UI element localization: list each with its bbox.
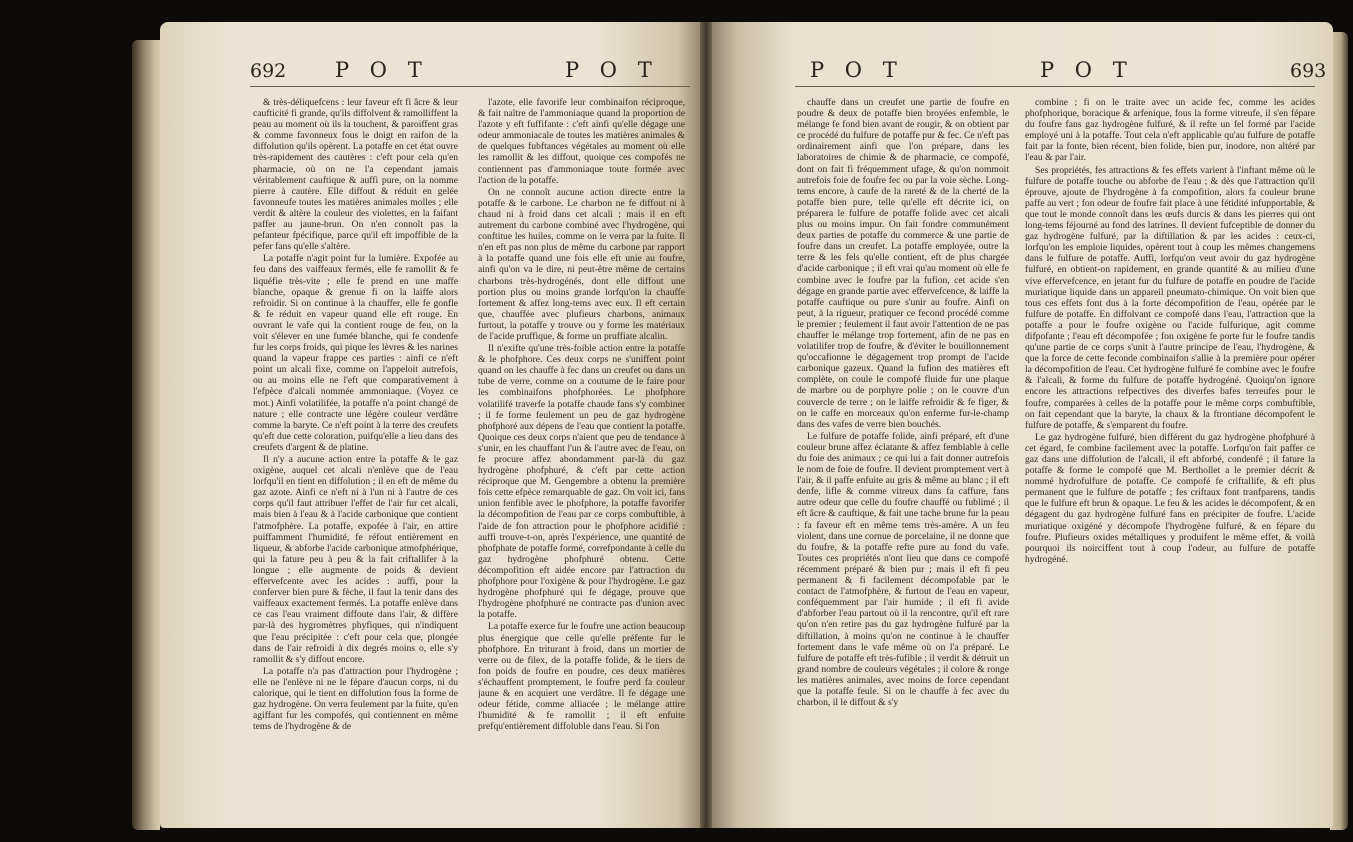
book-fore-edge-left bbox=[132, 40, 160, 830]
paragraph: Ses propriétés, fes attractions & fes effets varient à l'inftant même où le fulfure de potaffe touche ou abforbe de l'eau ; & dès que l'attraction qu'il éprouve, ajoute de l'hydrogène à fa compofition, alors fa couleur brune paffe au vert ; fon odeur de foufre fait place à une fétidité infupportable, & que tout le monde connoît dans les œufs durcis & dans les pierres qui ont long-tems féjourné au fond des latrines. Il devient fufceptible de donner du gaz hydrogène fulfuré, par la diftillation & par les acides : ceux-ci, lorfqu'on les emploie liquides, opèrent tout à coup les mêmes changemens dans le fulfure de potaffe. Auffi, lorfqu'on veut avoir du gaz hydrogène fulfuré, en obtient-on rapidement, en grande quantité & au milieu d'une vive effervefcence, en jetant fur du fulfure de potaffe en poudre de l'acide muriatique liquide dans un appareil pneumato-chimique. On voit bien que tous ces effets font dus à la forte décompofition de l'eau, opérée par le fulfure de potaffe. En diffolvant ce compofé dans l'eau, l'attraction que la potaffe a pour le foufre oxigène ou l'acide fulfurique, agit comme difpofante ; l'eau eft décompofée ; fon oxigène fe porte fur le foufre tandis qu'une partie de ce corps s'unit à l'autre principe de l'eau, l'hydrogène, & que la force de cette feconde combinaifon s'allie à la première pour opérer la décompofition de l'eau. Cet hydrogène fulfuré fe combine avec le foufre & l'alcali, & forme du fulfure de potaffe hydrogéné. Quoiqu'on ignore encore les attractions refpectives des diverfes bafes terreufes pour le foufre, comparées à celles de la potaffe pour le même corps combuftible, on fait cependant que la baryte, la chaux & la ftrontiane décompofent le fulfure de potaffe, & s'emparent du foufre. bbox=[1025, 164, 1315, 431]
paragraph: On ne connoît aucune action directe entre la potaffe & le carbone. Le charbon ne fe diffout ni à chaud ni à froid dans cet alcali ; mais il en eft autrement du carbone combiné avec l'hydrogène, qui conftitue les huiles, comme on le verra par la fuite. Il n'en eft pas non plus de même du carbone par rapport à la potaffe quand une fois elle eft unie au foufre, ainfi qu'on va le dire, ni peut-être même de certains charbons très-hydrogénés, dont elle diffout une portion plus ou moins grande lorfqu'on la chauffe fortement & affez long-tems avec eux. Il eft certain que, chauffée avec plufieurs charbons, animaux furtout, la potaffe y trouve ou y forme les matériaux de l'acide pruffique, & forme un pruffiate alcalin. bbox=[478, 186, 685, 342]
paragraph: Le gaz hydrogène fulfuré, bien différent du gaz hydrogène phofphuré à cet égard, fe combine facilement avec la potaffe. Lorfqu'on fait paffer ce gaz dans une diffolution de l'alcali, il eft abforbé, condenfé ; il fature la potaffe & forme le compofé que M. Berthollet a le premier décrit & nommé hydrofulfure de potaffe. Ce compofé fe criftallife, & eft plus permanent que le fulfure de potaffe ; fes criftaux font tranfparens, tandis que le fulfure eft brun & opaque. Le feu & les acides le décompofent, & en dégagent du gaz hydrogène fulfuré fans en précipiter de foufre. L'acide muriatique oxigéné y décompofe l'hydrogène fulfuré, & en fépare du foufre. Plufieurs oxides métalliques y produifent le même effet, & voilà pourquoi ils noirciffent tout à coup l'odeur, au fulfure de potaffe hydrogéné. bbox=[1025, 431, 1315, 565]
text-column-left-2 bbox=[478, 97, 685, 822]
page-number-left: 692 bbox=[250, 60, 287, 82]
paragraph: Le fulfure de potaffe folide, ainfi préparé, eft d'une couleur brune affez éclatante & affez femblable à celle du foie des animaux ; ce qui lui a fait donner autrefois le nom de foie de foufre. Il devient promptement vert à l'air, & il paffe enfuite au gris & même au blanc ; il eft denfe, lifle & comme vitreux dans fa caffure, fans autre odeur que celle du foufre chauffé ou fublimé ; il eft âcre & cauftique, & fait une tache brune fur la peau : fa faveur eft en même tems très-amère. A un feu violent, dans une cornue de porcelaine, il ne donne que du foufre, & la potaffe refte pure au fond du vafe. Toutes ces propriétés n'ont lieu que dans ce compofé récemment préparé & bien pur ; mais il eft fi peu permanent & fi facilement décompofable par le contact de l'atmofphère, & furtout de l'eau en vapeur, conféquemment par l'air humide ; il eft fi avide d'abforber l'eau partout où il la rencontre, qu'il eft rare qu'on n'en retire pas du gaz hydrogène fulfuré par la diftillation, à moins qu'on ne continue à le chauffer fortement dans le vafe même où on l'a préparé. Le fulfure de potaffe eft très-fufible ; il verdit & détruit un grand nombre de couleurs végétales ; il colore & ronge les matières animales, avec moins de force cependant que la potaffe feule. Si on le chauffe à fec avec du charbon, il le diffout & s'y bbox=[797, 430, 1009, 709]
paragraph: chauffe dans un creufet une partie de foufre en poudre & deux de potaffe bien broyées enfemble, le mélange fe fond bien avant de rougir, & on obtient par ce procédé du fulfure de potaffe pur & fec. Ce n'eft pas ordinairement ainfi que l'on prépare, dans les laboratoires de chimie & de pharmacie, ce compofé, dont on fait fi fréquemment ufage, & qu'on nommoit autrefois foie de foufre fec ou par la voie sèche. Long-tems encore, à caufe de la rareté & de la cherté de la potaffe bien pure, telle qu'elle eft décrite ici, on préparera le fulfure de potaffe folide avec cet alcali plus ou moins impur. On fait fondre communément deux parties de potaffe du commerce & une partie de foufre dans un creufet. La potaffe employée, outre la terre & les fels qu'elle contient, eft de plus chargée d'acide carbonique ; il eft vrai qu'au moment où elle fe combine avec le foufre par la fufion, cet acide s'en dégage en grande partie avec effervefcence, & laiffe la potaffe cauftique ou pure s'unir au foufre. Ainfi on peut, à la rigueur, pratiquer ce fecond procédé comme le premier ; feulement il faut avoir l'attention de ne pas chauffer le mélange trop fortement, afin de ne pas en volatilifer trop de foufre, & d'éviter le bouillonnement qu'occafionne le dégagement trop prompt de l'acide carbonique gazeux. Quand la fufion des matières eft complète, on coule le compofé fluide fur une plaque de marbre ou de porphyre polie ; on le couvre d'un couvercle de terre ; on le laiffe refroidir & fe figer, & on le caffe en morceaux qu'on enferme fur-le-champ dans des vafes de verre bien bouchés. bbox=[797, 97, 1009, 430]
running-head-left-2: P O T bbox=[565, 58, 659, 82]
text-column-left-1 bbox=[253, 97, 458, 822]
running-head-right-2: P O T bbox=[1040, 58, 1134, 82]
header-rule-left bbox=[250, 86, 690, 87]
running-head-right-1: P O T bbox=[810, 58, 904, 82]
paragraph: Il n'exifte qu'une très-foible action entre la potaffe & le phofphore. Ces deux corps ne s'uniffent point quand on les chauffe à fec dans un creufet ou dans un tube de verre, comme on a coutume de le faire pour les combinaifons phofphorées. Le phofphore volatilifé traverfe la potaffe chaude fans s'y combiner ; il fe forme feulement un peu de gaz hydrogène phofphoré aux dépens de l'eau que contient la potaffe. Quoique ces deux corps n'aient que peu de tendance à s'unir, en les chauffant l'un & l'autre avec de l'eau, on fe procure affez abondamment par-là du gaz hydrogène phofphuré, & c'eft par cette action réciproque que M. Gengembre a obtenu la première fois cette efpèce remarquable de gaz. On voit ici, fans union fenfible avec le phofphore, la potaffe favorifer la décompofition de l'eau par ce corps combuftible, à l'aide de fon attraction pour le phofphore acidifié : auffi trouve-t-on, après l'expérience, une quantité de phofphate de potaffe formé, correfpondante à celle du gaz hydrogène phofphuré obtenu. Cette décompofition eft aidée encore par l'attraction du phofphore pour l'oxigène & pour l'hydrogène. Le gaz hydrogène phofphuré qui fe dégage, prouve que l'hydrogène phofphuré ne contracte pas d'union avec la potaffe. bbox=[478, 343, 685, 621]
book-gutter bbox=[700, 22, 712, 828]
text-column-right-2 bbox=[1025, 97, 1315, 822]
paragraph: Il n'y a aucune action entre la potaffe & le gaz oxigène, auquel cet alcali n'enlève que de l'eau lorfqu'il en tient en diffolution ; il en eft de même du gaz azote. Ainfi ce n'eft ni à l'un ni à l'autre de ces corps qu'il faut attribuer l'effet de l'air fur cet alcali, mais bien à l'eau & à l'acide carbonique que contient l'atmofphère. La potaffe, expofée à l'air, en attire puiffamment l'humidité, fe réfout entièrement en liqueur, & abforbe l'acide carbonique atmofphérique, qui la fature peu à peu & la fait criftallifer à la longue ; elle augmente de poids & devient effervefcente avec les acides : auffi, pour la conferver bien pure & fèche, il faut la tenir dans des vaiffeaux exactement fermés. La potaffe enlève dans ce cas l'eau vraiment diffoute dans l'air, & diffère par-là des hygromètres phyfiques, qui n'indiquent que l'eau précipitée : c'eft pour cela que, plongée dans de l'air refroidi à dix degrés moins o, elle s'y ramollit & s'y diffout encore. bbox=[253, 454, 458, 665]
right-page bbox=[705, 22, 1333, 828]
paragraph: La potaffe n'a pas d'attraction pour l'hydrogène ; elle ne l'enlève ni ne le fépare d'aucun corps, ni du calorique, qui le tient en diffolution fous la forme de gaz hydrogène. On verra feulement par la fuite, qu'en agiffant fur les compofés, qui contiennent en même tems de l'hydrogène & de bbox=[253, 665, 458, 733]
paragraph: & très-déliquefcens : leur faveur eft fi âcre & leur caufticité fi grande, qu'ils diffolvent & ramolliffent la peau au moment où ils la touchent, & paroiffent gras & comme favonneux fous le doigt en raifon de la diffolution qu'ils opèrent. La potaffe en cet état ouvre très-rapidement des cautères : c'eft pour cela qu'en pharmacie, où on ne l'a cependant jamais véritablement cauftique & auffi pure, on la nomme pierre à cautère. Elle diffout & réduit en gelée favonneufe toutes les matières animales molles ; elle verdit & altère la couleur des violettes, en la faifant paffer au jaune-brun. On n'en connoît pas la pefanteur fpécifique, parce qu'il eft impoffible de la pefer fans qu'elle s'altère. bbox=[253, 97, 458, 253]
left-page bbox=[160, 22, 705, 828]
running-head-left-1: P O T bbox=[335, 58, 429, 82]
paragraph: combine ; fi on le traite avec un acide fec, comme les acides phofphorique, boracique & arfenique, fous la forme vitreufe, il s'en fépare du foufre fans gaz hydrogène fulfuré, & il refte un fel formé par l'acide employé uni à la potaffe. Tout cela n'eft applicable qu'au fulfure de potaffe fait par la fonte, bien récent, bien folide, bien pur, inodore, non altéré par l'eau & par l'air. bbox=[1025, 97, 1315, 164]
paragraph: La potaffe n'agit point fur la lumière. Expofée au feu dans des vaiffeaux fermés, elle fe ramollit & fe liquéfie très-vite ; elle fe prend en une maffe blanche, opaque & grenue fi on la laiffe alors refroidir. Si on continue à la chauffer, elle fe gonfle & fe réduit en vapeur quand elle eft rouge. En ouvrant le vafe qui la contient rouge de feu, on la voit s'élever en une fumée blanche, qui fe condenfe fur les corps froids, qui pique les lèvres & les narines quand la vapeur frappe ces parties : ainfi ce n'eft point un alcali fixe, comme on l'appeloit autrefois, ou au moins elle ne l'eft que comparativement à l'efpèce d'alcali nommée ammoniaque. (Voyez ce mot.) Ainfi volatilifée, la potaffe n'a point changé de nature ; elle contracte une légère couleur verdâtre comme la baryte. Ce n'eft point à la terre des creufets qu'eft due cette coloration, puifqu'elle a lieu dans des creufets d'argent & de platine. bbox=[253, 253, 458, 453]
paragraph: l'azote, elle favorife leur combinaifon réciproque, & fait naître de l'ammoniaque quand la proportion de l'azote y eft fuffifante : c'eft ainfi qu'elle dégage une odeur ammoniacale de toutes les matières animales & de quelques fubftances végétales au moment où elle les ramollit & les diffout, quoique ces compofés ne contiennent pas d'ammoniaque toute formée avec l'action de la potaffe. bbox=[478, 97, 685, 186]
page-number-right: 693 bbox=[1290, 60, 1327, 82]
paragraph: La potaffe exerce fur le foufre une action beaucoup plus énergique que celle qu'elle préfente fur le phofphore. En triturant à froid, dans un mortier de verre ou de filex, de la potaffe folide, & le tiers de fon poids de foufre en poudre, ces deux matières s'échauffent promptement, le foufre perd fa couleur jaune & en acquiert une verdâtre. Il fe dégage une odeur fétide, comme alliacée ; le mélange attire l'humidité & fe ramollit ; il eft enfuite prefqu'entièrement diffoluble dans l'eau. Si l'on bbox=[478, 621, 685, 733]
text-column-right-1 bbox=[797, 97, 1009, 822]
header-rule-right bbox=[795, 86, 1315, 87]
